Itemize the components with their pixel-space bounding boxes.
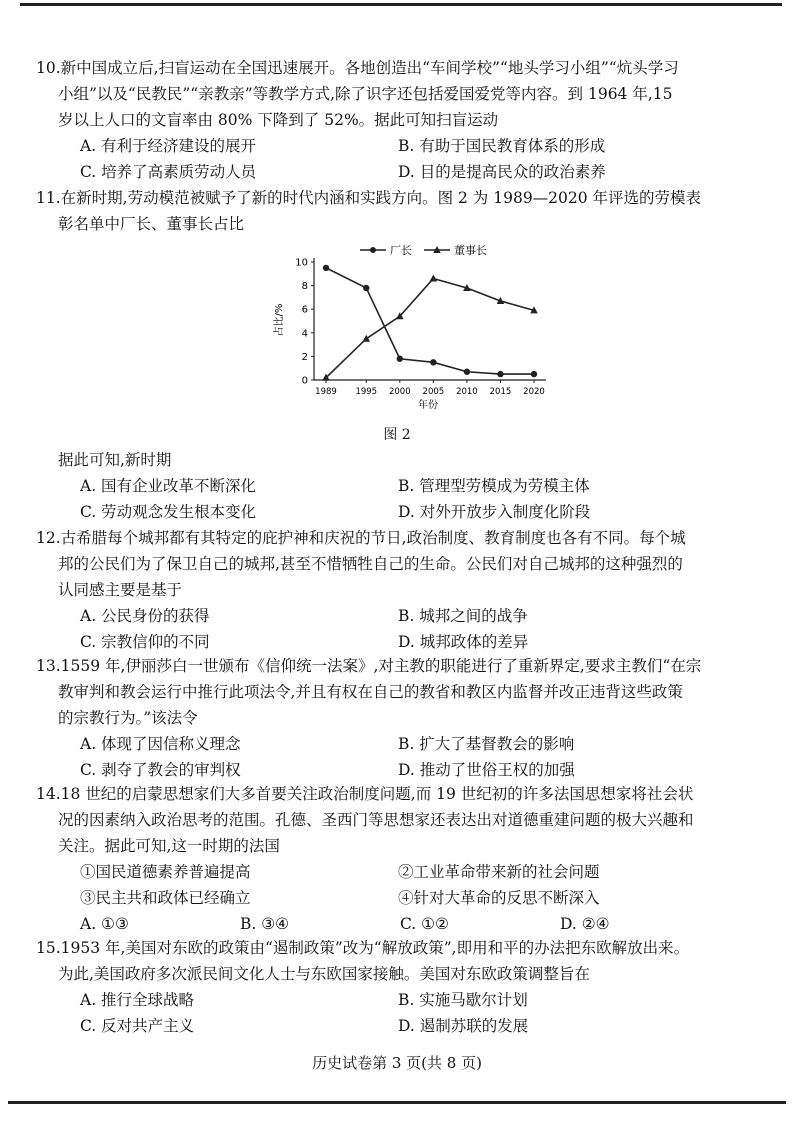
line-chart bbox=[270, 240, 560, 420]
legend-label: 厂长 bbox=[390, 244, 412, 257]
stem-line: 岁以上人口的文盲率由 80% 下降到了 52%。据此可知扫盲运动 bbox=[58, 111, 499, 129]
option-a[interactable]: A. ①③ bbox=[80, 915, 129, 933]
data-point-circle bbox=[497, 371, 503, 377]
statement-2: ②工业革命带来新的社会问题 bbox=[398, 863, 600, 881]
option-b[interactable]: B. 城邦之间的战争 bbox=[398, 607, 528, 625]
option-c[interactable]: C. 反对共产主义 bbox=[80, 1017, 195, 1035]
option-a[interactable]: A. 推行全球战略 bbox=[80, 991, 195, 1009]
stem-line: 1953 年,美国对东欧的政策由“遏制政策”改为“解放政策”,即用和平的办法把东欧解放出来。 bbox=[60, 939, 690, 957]
question-10-stem bbox=[36, 55, 746, 133]
question-12-stem bbox=[36, 525, 746, 603]
y-tick-label: 4 bbox=[301, 328, 308, 340]
legend-marker-circle bbox=[370, 247, 376, 253]
option-d[interactable]: D. 推动了世俗王权的加强 bbox=[398, 761, 575, 779]
question-11-continuation bbox=[58, 447, 746, 525]
x-tick-label: 1995 bbox=[355, 387, 378, 397]
question-number: 14. bbox=[36, 785, 61, 803]
question-14 bbox=[36, 781, 746, 937]
data-point-circle bbox=[323, 265, 329, 271]
y-tick-label: 0 bbox=[301, 375, 308, 387]
option-b[interactable]: B. 实施马歇尔计划 bbox=[398, 991, 528, 1009]
chart-legend bbox=[360, 243, 487, 257]
stem-line: 在新时期,劳动模范被赋予了新的时代内涵和实践方向。图 2 为 1989—2020 年评选的劳模表 bbox=[60, 189, 702, 207]
series-line-changzhang bbox=[326, 268, 534, 374]
data-point-circle bbox=[430, 359, 436, 365]
option-a[interactable]: A. 公民身份的获得 bbox=[80, 607, 210, 625]
option-a[interactable]: A. 国有企业改革不断深化 bbox=[80, 477, 257, 495]
question-11 bbox=[36, 185, 746, 237]
question-11-follow: 据此可知,新时期 bbox=[58, 451, 172, 469]
stem-line: 关注。据此可知,这一时期的法国 bbox=[58, 837, 280, 855]
stem-line: 的宗教行为。”该法令 bbox=[58, 709, 198, 727]
question-number: 11. bbox=[36, 189, 61, 207]
stem-line: 古希腊每个城邦都有其特定的庇护神和庆祝的节日,政治制度、教育制度也各有不同。每个城 bbox=[60, 529, 686, 547]
legend-label: 董事长 bbox=[454, 244, 487, 257]
question-13 bbox=[36, 653, 746, 783]
data-point-triangle bbox=[430, 275, 438, 282]
x-tick-label: 2000 bbox=[388, 387, 411, 397]
option-c[interactable]: C. 劳动观念发生根本变化 bbox=[80, 503, 257, 521]
y-axis-label: 占比/% bbox=[274, 303, 285, 337]
x-tick-label: 2020 bbox=[523, 387, 545, 397]
x-tick-label: 2005 bbox=[422, 387, 445, 397]
question-14-statements bbox=[80, 859, 746, 937]
option-d[interactable]: D. 目的是提高民众的政治素养 bbox=[398, 163, 606, 181]
question-11-options bbox=[80, 473, 746, 525]
bottom-border-rule bbox=[8, 1101, 786, 1104]
x-axis-label: 年份 bbox=[418, 400, 438, 411]
question-12 bbox=[36, 525, 746, 655]
question-10 bbox=[36, 55, 746, 185]
question-15-options bbox=[80, 987, 746, 1039]
figure-caption: 图 2 bbox=[383, 427, 411, 443]
question-13-options bbox=[80, 731, 746, 783]
stem-line: 1559 年,伊丽莎白一世颁布《信仰统一法案》,对主教的职能进行了重新界定,要求主教们“在宗 bbox=[60, 657, 702, 675]
option-d[interactable]: D. 对外开放步入制度化阶段 bbox=[398, 503, 591, 521]
question-number: 13. bbox=[36, 657, 61, 675]
option-a[interactable]: A. 有利于经济建设的展开 bbox=[80, 137, 257, 155]
option-c[interactable]: C. 剥夺了教会的审判权 bbox=[80, 761, 241, 779]
stem-line: 邦的公民们为了保卫自己的城邦,甚至不惜牺牲自己的生命。公民们对自己城邦的这种强烈的 bbox=[58, 555, 683, 573]
statement-3: ③民主共和政体已经确立 bbox=[80, 889, 251, 907]
option-d[interactable]: D. 城邦政体的差异 bbox=[398, 633, 529, 651]
stem-line: 教审判和教会运行中推行此项法令,并且有权在自己的教省和教区内监督并改正违背这些政策 bbox=[58, 683, 683, 701]
data-point-triangle bbox=[362, 335, 370, 342]
x-tick-label: 1989 bbox=[315, 387, 337, 397]
series-line-dongshizhang bbox=[326, 279, 534, 378]
option-c[interactable]: C. ①② bbox=[400, 915, 449, 933]
x-tick-label: 2015 bbox=[489, 387, 512, 397]
data-point-circle bbox=[397, 356, 403, 362]
chart-series bbox=[322, 265, 538, 381]
stem-line: 小组”以及“民教民”“亲教亲”等教学方式,除了识字还包括爱国爱党等内容。到 1964 年,15 bbox=[58, 85, 673, 103]
x-tick-label: 2010 bbox=[456, 387, 478, 397]
option-c[interactable]: C. 宗教信仰的不同 bbox=[80, 633, 210, 651]
option-a[interactable]: A. 体现了因信称义理念 bbox=[80, 735, 241, 753]
stem-line: 为此,美国政府多次派民间文化人士与东欧国家接触。美国对东欧政策调整旨在 bbox=[58, 965, 590, 983]
statement-1: ①国民道德素养普遍提高 bbox=[80, 863, 251, 881]
statement-4: ④针对大革命的反思不断深入 bbox=[398, 889, 600, 907]
question-number: 12. bbox=[36, 529, 61, 547]
question-14-options bbox=[80, 911, 746, 937]
option-b[interactable]: B. 有助于国民教育体系的形成 bbox=[398, 137, 606, 155]
data-point-circle bbox=[363, 285, 369, 291]
stem-line: 彰名单中厂长、董事长占比 bbox=[58, 215, 245, 233]
y-tick-label: 6 bbox=[301, 304, 308, 316]
option-b[interactable]: B. 管理型劳模成为劳模主体 bbox=[398, 477, 590, 495]
figure-2-chart bbox=[270, 240, 560, 440]
stem-line: 认同感主要是基于 bbox=[58, 581, 183, 599]
option-d[interactable]: D. 遏制苏联的发展 bbox=[398, 1017, 529, 1035]
question-number: 15. bbox=[36, 939, 61, 957]
question-14-stem bbox=[36, 781, 746, 859]
option-d[interactable]: D. ②④ bbox=[560, 915, 610, 933]
chart-ticks bbox=[295, 258, 545, 398]
y-tick-label: 10 bbox=[295, 257, 308, 269]
page-footer: 历史试卷第 3 页(共 8 页) bbox=[312, 1054, 482, 1072]
data-point-circle bbox=[464, 369, 470, 375]
stem-line: 新中国成立后,扫盲运动在全国迅速展开。各地创造出“车间学校”“地头学习小组”“炕头学习 bbox=[60, 59, 679, 77]
stem-line: 18 世纪的启蒙思想家们大多首要关注政治制度问题,而 19 世纪初的许多法国思想家将社会状 bbox=[60, 785, 694, 803]
question-13-stem bbox=[36, 653, 746, 731]
y-tick-label: 2 bbox=[301, 351, 308, 363]
y-tick-label: 8 bbox=[301, 281, 308, 293]
question-12-options bbox=[80, 603, 746, 655]
question-15-stem bbox=[36, 935, 746, 987]
question-15 bbox=[36, 935, 746, 1039]
data-point-circle bbox=[531, 371, 537, 377]
question-10-options bbox=[80, 133, 746, 185]
option-c[interactable]: C. 培养了高素质劳动人员 bbox=[80, 163, 257, 181]
question-11-stem bbox=[36, 185, 746, 237]
top-border-rule bbox=[20, 3, 782, 6]
option-b[interactable]: B. ③④ bbox=[240, 915, 290, 933]
option-b[interactable]: B. 扩大了基督教会的影响 bbox=[398, 735, 575, 753]
question-number: 10. bbox=[36, 59, 61, 77]
stem-line: 况的因素纳入政治思考的范围。孔德、圣西门等思想家还表达出对道德重建问题的极大兴趣和 bbox=[58, 811, 694, 829]
